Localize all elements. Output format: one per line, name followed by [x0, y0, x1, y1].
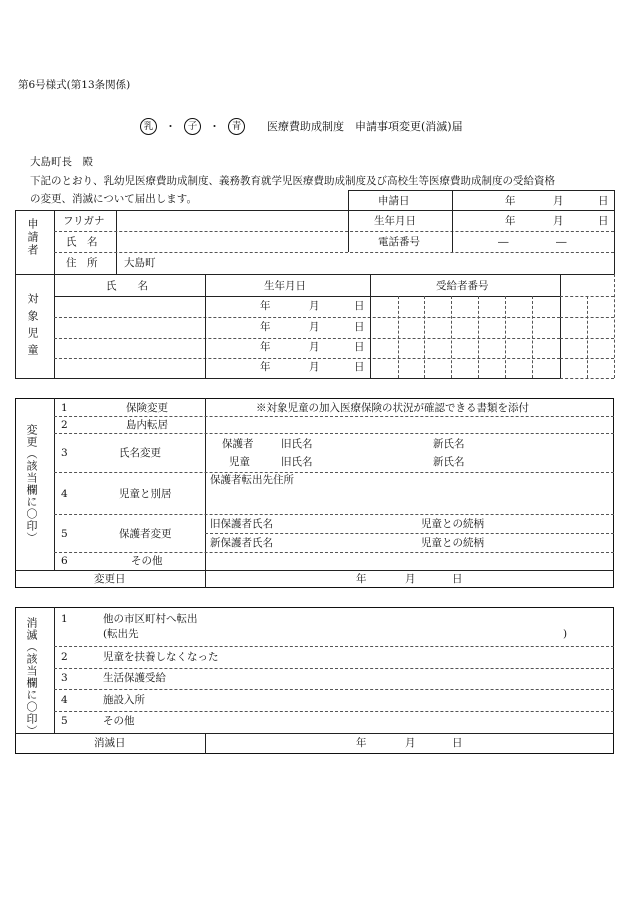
moveout-destination-close: ) [563, 628, 568, 640]
child-birth-day[interactable]: 日 [354, 321, 365, 333]
addressee: 大島町長 殿 [30, 156, 93, 168]
child-birth-day[interactable]: 日 [354, 361, 365, 373]
application-date-day[interactable]: 日 [598, 195, 609, 207]
child-birth-day[interactable]: 日 [354, 300, 365, 312]
application-date-year[interactable]: 年 [505, 195, 516, 207]
child-birth-day[interactable]: 日 [354, 341, 365, 353]
moveout-destination-open: (転出先 [103, 628, 139, 640]
phone-separator: ― [556, 236, 567, 248]
application-date-label: 申請日 [378, 195, 410, 207]
item-label: 他の市区町村へ転出 [103, 613, 198, 625]
child-birth-year[interactable]: 年 [260, 361, 271, 373]
item-label: 施設入所 [103, 694, 145, 706]
guardian-new-address-label: 保護者転出先住所 [210, 474, 294, 486]
child-birthdate-header: 生年月日 [264, 280, 306, 292]
applicant-name-label: 氏 名 [66, 236, 98, 248]
intro-line-2: の変更、消滅について届出します。 [30, 193, 197, 205]
applicant-section-label: 申請者 [26, 218, 39, 257]
applicant-birth-month[interactable]: 月 [553, 215, 564, 227]
circle-mark-youth: 青 [228, 118, 245, 135]
applicant-birth-day[interactable]: 日 [598, 215, 609, 227]
child-birth-month[interactable]: 月 [309, 321, 320, 333]
new-guardian-name-label: 新保護者氏名 [210, 537, 273, 549]
change-section-label: 変更（該当欄に〇印） [25, 424, 38, 544]
child-birth-year[interactable]: 年 [260, 321, 271, 333]
child-label: 児童 [229, 456, 250, 468]
item-number: 6 [61, 555, 68, 567]
change-date-day[interactable]: 日 [452, 573, 463, 585]
old-guardian-name-label: 旧保護者氏名 [210, 518, 273, 530]
applicant-address-label: 住 所 [66, 257, 98, 269]
moveout-destination-field[interactable] [150, 627, 560, 642]
child-birth-year[interactable]: 年 [260, 341, 271, 353]
furigana-field[interactable] [118, 213, 346, 229]
child-birth-month[interactable]: 月 [309, 300, 320, 312]
item-label: その他 [131, 555, 163, 567]
application-date-month[interactable]: 月 [553, 195, 564, 207]
child-birth-month[interactable]: 月 [309, 341, 320, 353]
recipient-number-header: 受給者番号 [436, 280, 489, 292]
termination-date-year[interactable]: 年 [356, 737, 367, 749]
item-number: 1 [61, 402, 68, 414]
child-name-header: 氏 名 [106, 280, 148, 292]
new-name-label: 新氏名 [433, 456, 465, 468]
item-number: 2 [61, 651, 68, 663]
item-number: 4 [61, 694, 68, 706]
change-date-year[interactable]: 年 [356, 573, 367, 585]
item-number: 3 [61, 447, 68, 459]
item-number: 1 [61, 613, 68, 625]
item-label: 保険変更 [126, 402, 168, 414]
insurance-note: ※対象児童の加入医療保険の状況が確認できる書類を添付 [256, 402, 529, 414]
item-number: 5 [61, 528, 68, 540]
change-date-month[interactable]: 月 [405, 573, 416, 585]
birthdate-label: 生年月日 [374, 215, 416, 227]
circle-mark-child: 子 [184, 118, 201, 135]
new-name-label: 新氏名 [433, 438, 465, 450]
circle-mark-infant: 乳 [140, 118, 157, 135]
phone-label: 電話番号 [378, 236, 420, 248]
furigana-label: フリガナ [63, 215, 105, 227]
children-section-label: 対象児童 [26, 293, 39, 361]
applicant-name-field[interactable] [118, 234, 346, 250]
termination-date-month[interactable]: 月 [405, 737, 416, 749]
item-number: 4 [61, 488, 68, 500]
applicant-birth-year[interactable]: 年 [505, 215, 516, 227]
item-label: 児童を扶養しなくなった [103, 651, 219, 663]
item-label: 児童と別居 [119, 488, 172, 500]
old-name-label: 旧氏名 [281, 456, 313, 468]
change-date-label: 変更日 [94, 573, 126, 585]
item-number: 2 [61, 419, 68, 431]
phone-separator: ― [498, 236, 509, 248]
item-label: その他 [103, 715, 135, 727]
item-number: 3 [61, 672, 68, 684]
form-number: 第6号様式(第13条関係) [18, 79, 131, 91]
termination-date-label: 消滅日 [94, 737, 126, 749]
item-label: 島内転居 [126, 419, 168, 431]
form-title [140, 117, 463, 135]
title-dot: ・ [165, 120, 176, 133]
old-name-label: 旧氏名 [281, 438, 313, 450]
title-text: 医療費助成制度 申請事項変更(消滅)届 [267, 120, 463, 133]
item-number: 5 [61, 715, 68, 727]
relation-label: 児童との続柄 [421, 537, 484, 549]
title-dot: ・ [209, 120, 220, 133]
item-label: 氏名変更 [119, 447, 161, 459]
item-label: 保護者変更 [119, 528, 172, 540]
termination-date-day[interactable]: 日 [452, 737, 463, 749]
item-label: 生活保護受給 [103, 672, 166, 684]
termination-section-label: 消滅（該当欄に〇印） [25, 617, 38, 737]
guardian-label: 保護者 [222, 438, 254, 450]
intro-line-1: 下記のとおり、乳幼児医療費助成制度、義務教育就学児医療費助成制度及び高校生等医療費助成制度の受給資格 [30, 175, 555, 187]
child-birth-year[interactable]: 年 [260, 300, 271, 312]
child-birth-month[interactable]: 月 [309, 361, 320, 373]
relation-label: 児童との続柄 [421, 518, 484, 530]
applicant-address-value[interactable]: 大島町 [124, 257, 156, 269]
